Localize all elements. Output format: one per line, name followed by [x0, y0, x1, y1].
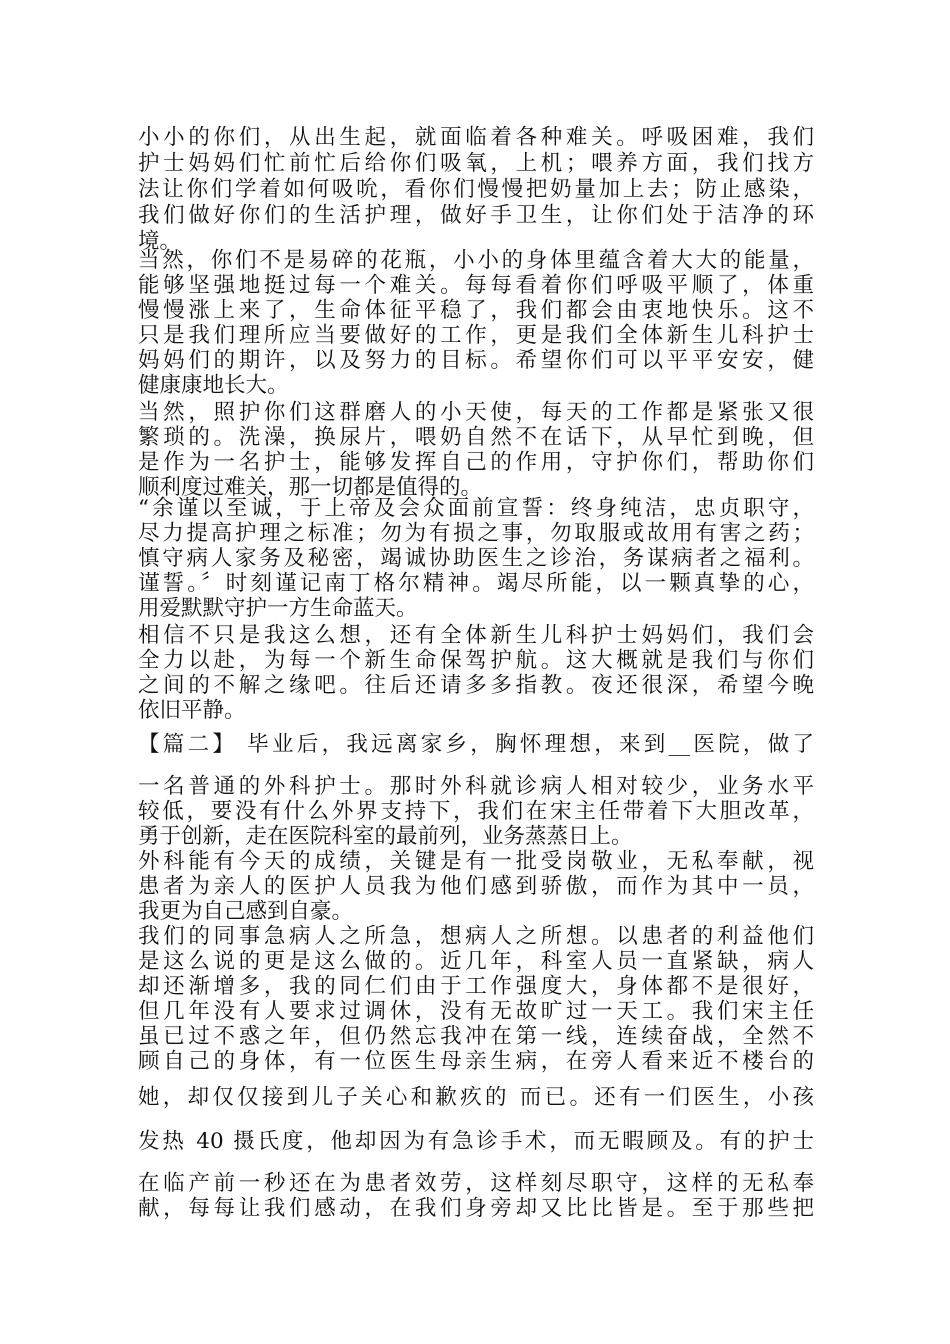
text-line: 慎守病人家务及秘密，竭诚协助医生之诊治，务谋病者之福利。 — [138, 546, 814, 571]
text-line: 她，却仅仅接到儿子关心和歉疚的 而已。还有一们医生，小孩 — [138, 1085, 814, 1110]
text-line: 护士妈妈们忙前忙后给你们吸氧，上机；喂养方面，我们找方 — [138, 151, 814, 176]
text-line: 献，每每让我们感动，在我们身旁却又比比皆是。至于那些把 — [138, 1196, 814, 1221]
text-line: 能够坚强地挺过每一个难关。每每看着你们呼吸平顺了，体重 — [138, 273, 814, 298]
text-line: 却还渐增多，我的同仁们由于工作强度大，身体都不是很好， — [138, 974, 814, 999]
text-line: 外科能有今天的成绩，关键是有一批受岗敬业，无私奉献，视 — [138, 849, 814, 874]
text-line: 当然，照护你们这群磨人的小天使，每天的工作都是紧张又很 — [138, 400, 814, 425]
text-line: 繁琐的。洗澡，换尿片，喂奶自然不在话下，从早忙到晚，但 — [138, 425, 814, 450]
text-line: 只是我们理所应当要做好的工作，更是我们全体新生儿科护士 — [138, 323, 814, 348]
text-line: 法让你们学着如何吸吮，看你们慢慢把奶量加上去；防止感染， — [138, 177, 814, 202]
text-line: 健康康地长大。 — [138, 373, 289, 398]
text-line: 我更为自己感到自豪。 — [138, 899, 354, 924]
text-line: 我们做好你们的生活护理，做好手卫生，让你们处于洁净的环 — [138, 203, 814, 228]
text-line: 妈妈们的期许，以及努力的目标。希望你们可以平平安安，健 — [138, 348, 814, 373]
text-line: 依旧平静。 — [138, 698, 246, 723]
text-line: 顺利度过难关，那一切都是值得的。 — [138, 475, 483, 500]
text-line: 勇于创新，走在医院科室的最前列，业务蒸蒸日上。 — [138, 824, 633, 849]
text-line: 是作为一名护士，能够发挥自己的作用，守护你们，帮助你们 — [138, 450, 814, 475]
text-line: 之间的不解之缘吧。往后还请多多指教。夜还很深，希望今晚 — [138, 673, 814, 698]
text-line: 虽已过不惑之年，但仍然忘我冲在第一线，连续奋战，全然不 — [138, 1024, 814, 1049]
text-line: 较低，要没有什么外界支持下，我们在宋主任带着下大胆改革， — [138, 799, 814, 824]
text-line: 一名普通的外科护士。那时外科就诊病人相对较少，业务水平 — [138, 774, 814, 799]
text-line: 用爱默默守护一方生命蓝天。 — [138, 596, 418, 621]
text-line: 谨誓。〞时刻谨记南丁格尔精神。竭尽所能，以一颗真挚的心， — [138, 571, 814, 596]
text-line: 相信不只是我这么想，还有全体新生儿科护士妈妈们，我们会 — [138, 623, 814, 648]
text-line: 发热 40 摄氏度，他却因为有急诊手术，而无暇顾及。有的护士 — [138, 1129, 814, 1154]
text-line: 患者为亲人的医护人员我为他们感到骄傲，而作为其中一员， — [138, 874, 814, 899]
text-line: 顾自己的身体，有一位医生母亲生病，在旁人看来近不楼台的 — [138, 1049, 814, 1074]
text-line: “余谨以至诚，于上帝及会众面前宣誓：终身纯洁，忠贞职守， — [138, 496, 814, 521]
text-line: 我们的同事急病人之所急，想病人之所想。以患者的利益他们 — [138, 924, 814, 949]
text-line: 小小的你们，从出生起，就面临着各种难关。呼吸困难，我们 — [138, 125, 814, 150]
text-line: 全力以赴，为每一个新生命保驾护航。这大概就是我们与你们 — [138, 648, 814, 673]
text-line: 慢慢涨上来了，生命体征平稳了，我们都会由衷地快乐。这不 — [138, 298, 814, 323]
section-heading-line: 【篇二】 毕业后，我远离家乡，胸怀理想，来到__医院，做了 — [138, 732, 814, 757]
text-line: 在临产前一秒还在为患者效劳，这样刻尽职守，这样的无私奉 — [138, 1171, 814, 1196]
text-line: 境。 — [138, 229, 182, 254]
text-line: 是这么说的更是这么做的。近几年，科室人员一直紧缺，病人 — [138, 949, 814, 974]
text-line: 当然，你们不是易碎的花瓶，小小的身体里蕴含着大大的能量， — [138, 248, 814, 273]
text-line: 但几年没有人要求过调休，没有无故旷过一天工。我们宋主任 — [138, 999, 814, 1024]
text-line: 尽力提高护理之标准；勿为有损之事，勿取服或故用有害之药； — [138, 521, 814, 546]
